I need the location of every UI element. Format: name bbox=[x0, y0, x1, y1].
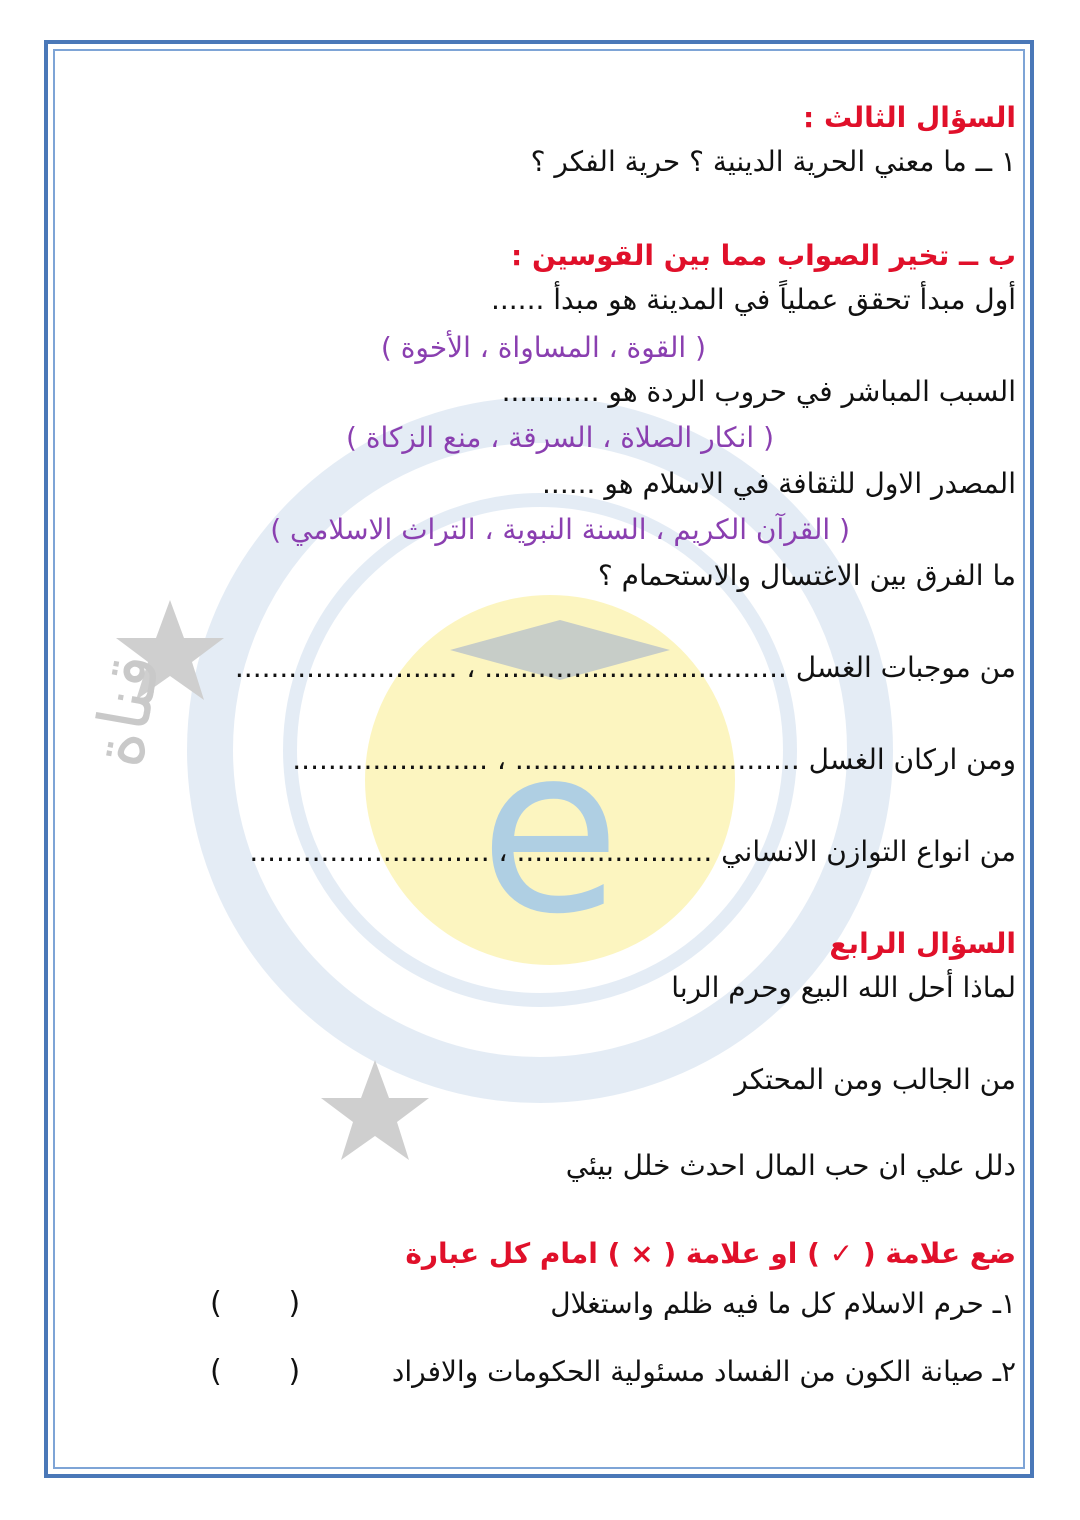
fill-line-2: ومن اركان الغسل ................................ ، ...................... bbox=[292, 743, 1016, 776]
choice-question-3: المصدر الاول للثقافة في الاسلام هو ...... bbox=[542, 467, 1016, 500]
difference-question: ما الفرق بين الاغتسال والاستحمام ؟ bbox=[597, 559, 1016, 592]
watermark-channel-text: قناة bbox=[75, 647, 177, 773]
choice-options-3: ( القرآن الكريم ، السنة النبوية ، التراث الاسلامي ) bbox=[270, 513, 850, 546]
question-three-item-1: ١ ــ ما معني الحرية الدينية ؟ حرية الفكر ؟ bbox=[530, 145, 1016, 178]
watermark-glyph: e bbox=[479, 698, 621, 965]
answer-box-1[interactable]: ( ) bbox=[210, 1286, 301, 1321]
choice-question-2: السبب المباشر في حروب الردة هو ........... bbox=[501, 375, 1016, 408]
question-three-title: السؤال الثالث : bbox=[803, 101, 1016, 134]
answer-box-2[interactable]: ( ) bbox=[210, 1354, 301, 1389]
choice-options-2: ( انكار الصلاة ، السرقة ، منع الزكاة ) bbox=[346, 421, 774, 454]
question-four-item-3: دلل علي ان حب المال احدث خلل بيئي bbox=[565, 1149, 1016, 1182]
choice-options-1: ( القوة ، المساواة ، الأخوة ) bbox=[380, 331, 706, 364]
true-false-item-1: ١ـ حرم الاسلام كل ما فيه ظلم واستغلال bbox=[550, 1287, 1016, 1320]
fill-line-3: من انواع التوازن الانساني ...................... ، ........................... bbox=[249, 835, 1016, 868]
true-false-item-2: ٢ـ صيانة الكون من الفساد مسئولية الحكومات والافراد bbox=[391, 1355, 1016, 1388]
question-four-item-2: من الجالب ومن المحتكر bbox=[734, 1063, 1016, 1096]
true-false-title: ضع علامة ( ✓ ) او علامة ( × ) امام كل عبارة bbox=[405, 1237, 1016, 1270]
question-four-title: السؤال الرابع bbox=[829, 927, 1016, 960]
fill-line-1: من موجبات الغسل .................................. ، ......................... bbox=[234, 651, 1016, 684]
question-four-item-1: لماذا أحل الله البيع وحرم الربا bbox=[671, 971, 1016, 1004]
choose-section-title: ب ــ تخير الصواب مما بين القوسين : bbox=[511, 239, 1016, 272]
choice-question-1: أول مبدأ تحقق عملياً في المدينة هو مبدأ ...... bbox=[490, 283, 1016, 316]
